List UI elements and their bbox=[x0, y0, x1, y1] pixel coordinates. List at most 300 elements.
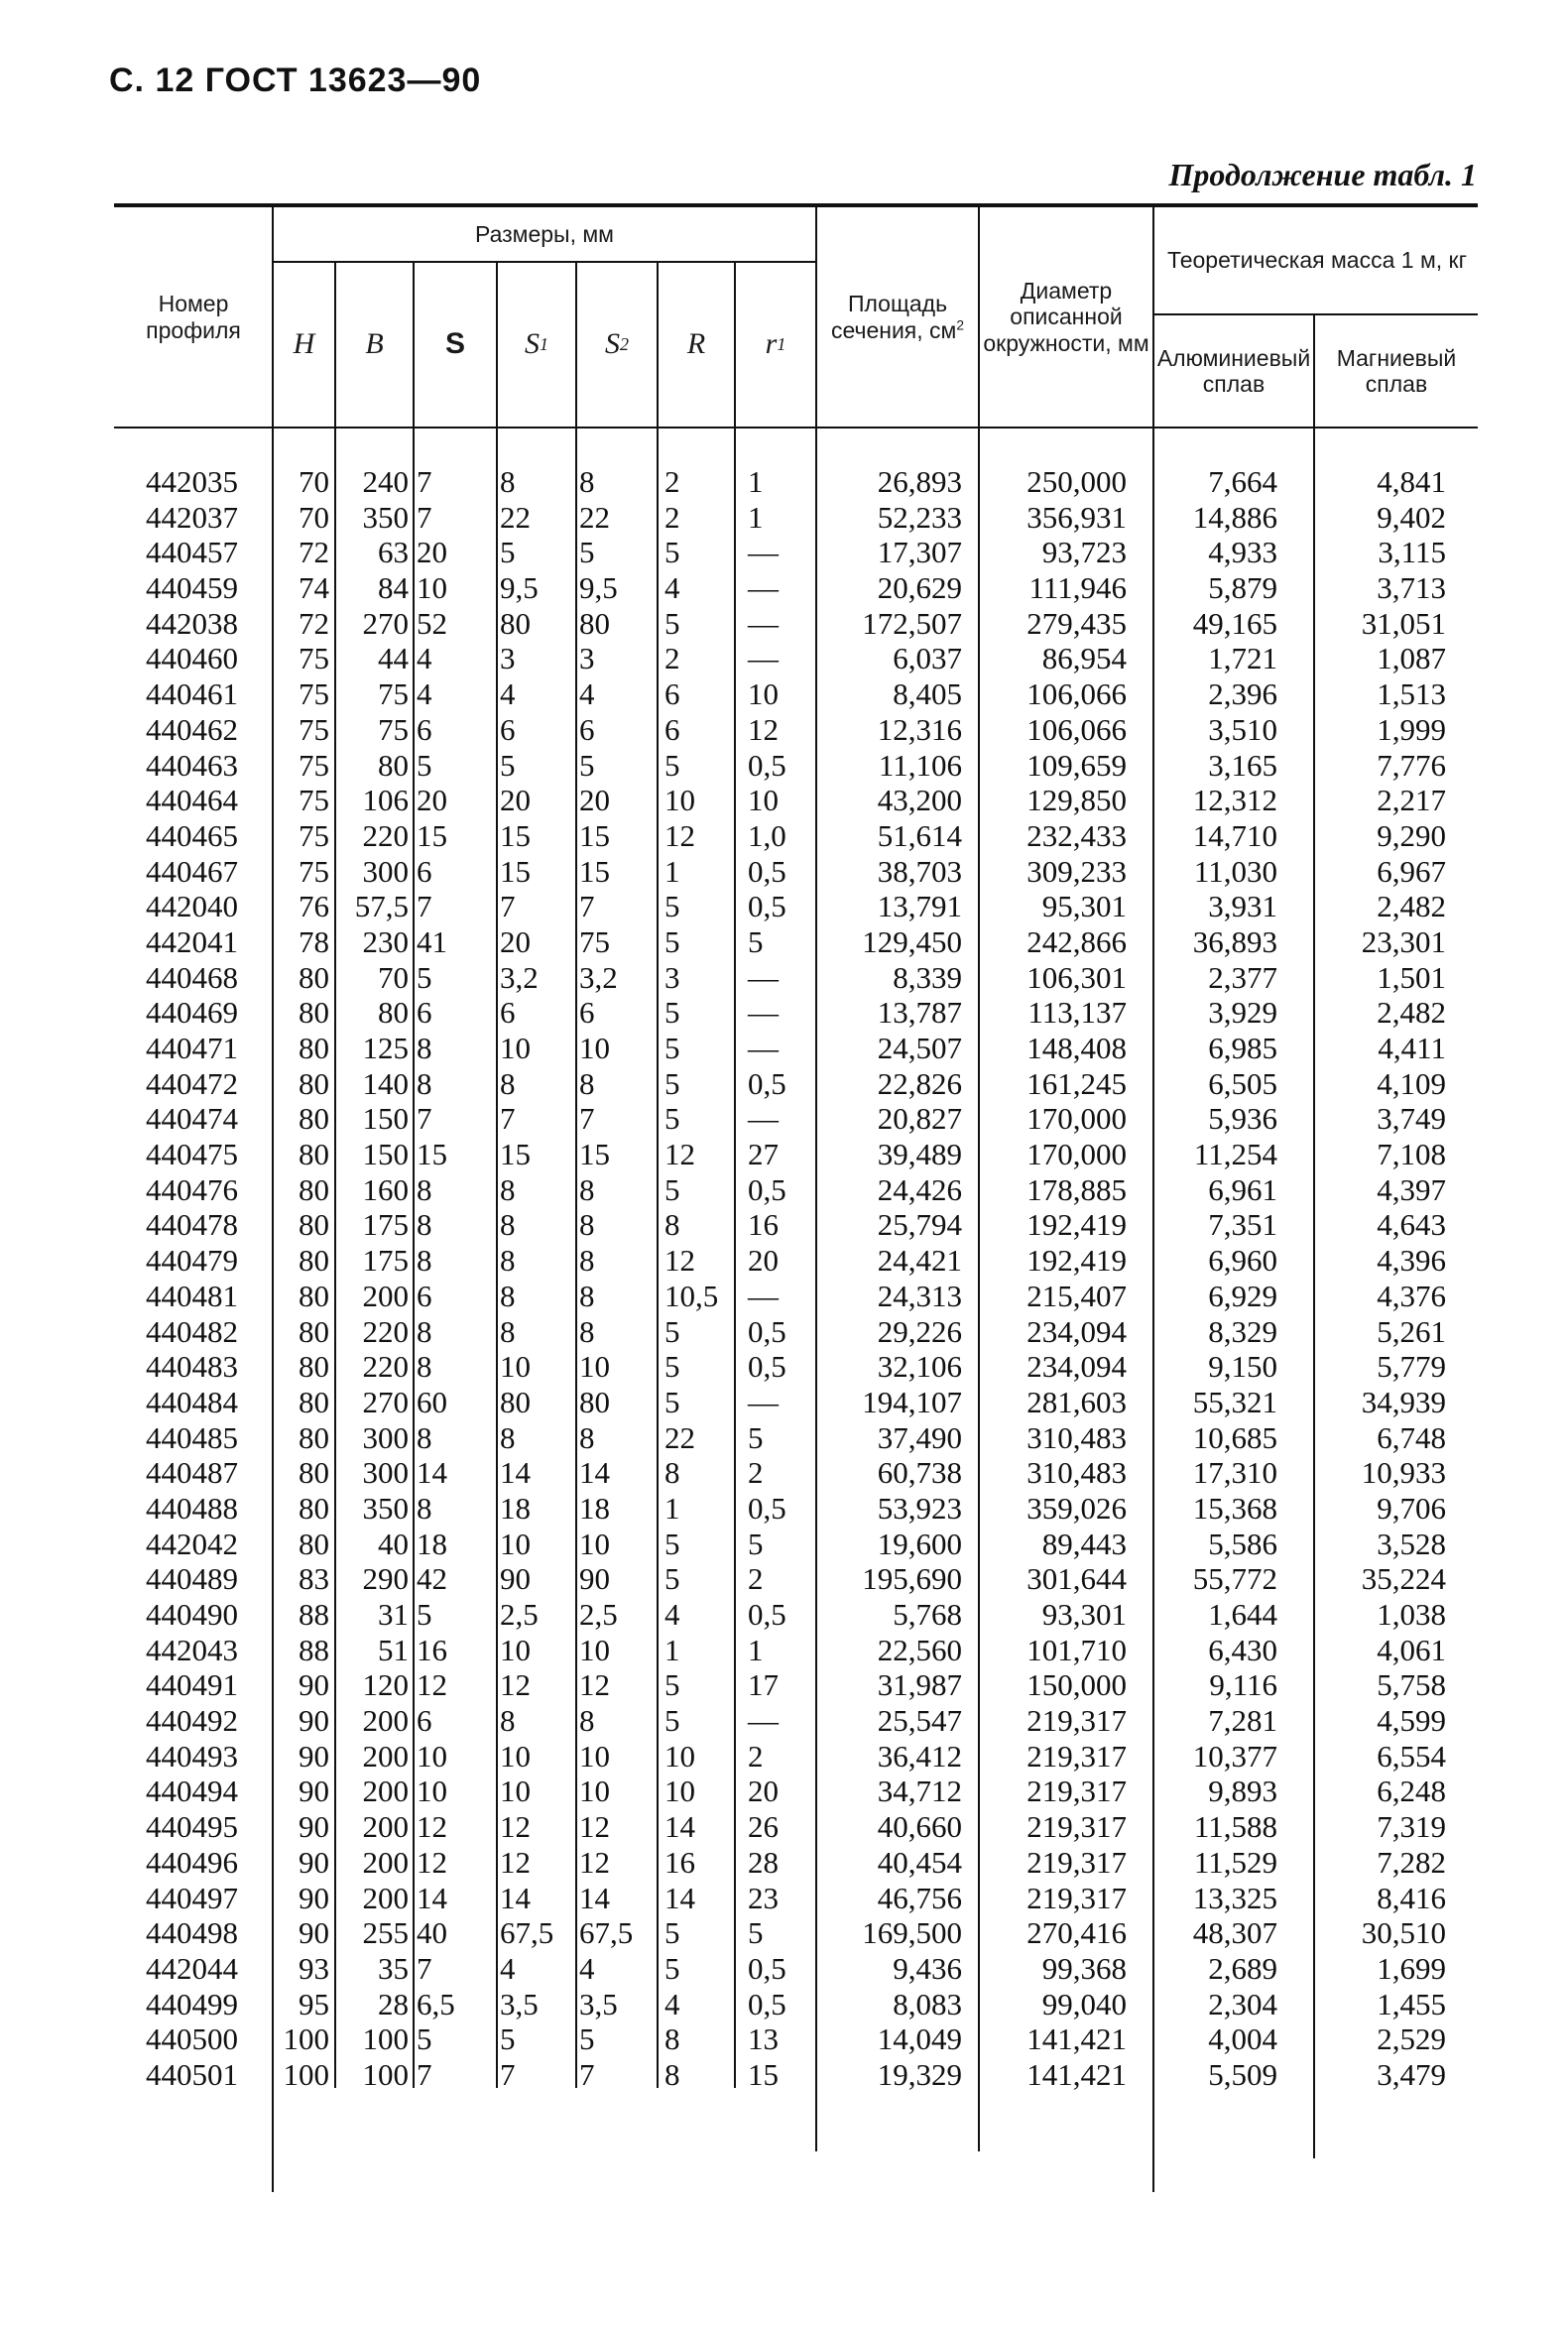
diameter-cell: 270,416 bbox=[1026, 1915, 1127, 1951]
profile-number-cell: 440461 bbox=[146, 676, 238, 712]
magnesium-mass-cell: 7,282 bbox=[1377, 1844, 1446, 1880]
s1-cell: 10 bbox=[500, 1774, 531, 1809]
r-cell: 5 bbox=[664, 1950, 680, 1986]
r1-cell: 1,0 bbox=[748, 817, 786, 853]
s1-cell: 90 bbox=[500, 1561, 531, 1597]
r-cell: 5 bbox=[664, 1526, 680, 1561]
h-cell: 80 bbox=[299, 1065, 329, 1101]
area-cell: 172,507 bbox=[862, 605, 962, 641]
table-row bbox=[0, 1667, 1568, 1703]
s1-cell: 15 bbox=[500, 1137, 531, 1172]
r-cell: 5 bbox=[664, 889, 680, 924]
header-S2-subscript: 2 bbox=[620, 334, 629, 355]
h-cell: 75 bbox=[299, 711, 329, 747]
s-cell: 5 bbox=[417, 959, 432, 995]
magnesium-mass-cell: 4,376 bbox=[1377, 1278, 1446, 1313]
r1-cell: — bbox=[748, 1101, 779, 1137]
header-B: B bbox=[365, 327, 384, 361]
header-dimensions-group: Размеры, мм bbox=[475, 220, 614, 247]
area-cell: 20,629 bbox=[877, 570, 962, 606]
s-cell: 41 bbox=[417, 923, 447, 959]
area-cell: 53,923 bbox=[877, 1490, 962, 1526]
b-cell: 63 bbox=[378, 535, 409, 570]
table-continuation-label: Продолжение табл. 1 bbox=[1168, 157, 1477, 192]
b-cell: 270 bbox=[362, 605, 409, 641]
s-cell: 10 bbox=[417, 1738, 447, 1774]
diameter-cell: 141,421 bbox=[1026, 2021, 1127, 2057]
r1-cell: 27 bbox=[748, 1137, 779, 1172]
b-cell: 240 bbox=[362, 464, 409, 499]
s-cell: 15 bbox=[417, 1137, 447, 1172]
s-cell: 8 bbox=[417, 1207, 432, 1243]
s2-cell: 20 bbox=[579, 783, 610, 818]
area-cell: 9,436 bbox=[893, 1950, 962, 1986]
s2-cell: 15 bbox=[579, 853, 610, 889]
h-cell: 74 bbox=[299, 570, 329, 606]
r1-cell: 10 bbox=[748, 676, 779, 712]
profile-number-cell: 442044 bbox=[146, 1950, 238, 1986]
aluminium-mass-cell: 10,377 bbox=[1192, 1738, 1277, 1774]
profile-number-cell: 440464 bbox=[146, 783, 238, 818]
s1-cell: 8 bbox=[500, 1419, 516, 1455]
r-cell: 5 bbox=[664, 1667, 680, 1703]
r-cell: 5 bbox=[664, 1384, 680, 1419]
header-S2 bbox=[577, 263, 657, 427]
diameter-cell: 93,301 bbox=[1041, 1597, 1127, 1632]
r1-cell: 2 bbox=[748, 1561, 764, 1597]
s1-cell: 8 bbox=[500, 1243, 516, 1279]
profile-number-cell: 440484 bbox=[146, 1384, 238, 1419]
magnesium-mass-cell: 1,513 bbox=[1377, 676, 1446, 712]
b-cell: 140 bbox=[362, 1065, 409, 1101]
b-cell: 75 bbox=[378, 711, 409, 747]
s2-cell: 14 bbox=[579, 1880, 610, 1915]
magnesium-mass-cell: 1,501 bbox=[1377, 959, 1446, 995]
area-cell: 24,507 bbox=[877, 1031, 962, 1065]
area-cell: 43,200 bbox=[877, 783, 962, 818]
diameter-cell: 93,723 bbox=[1041, 535, 1127, 570]
aluminium-mass-cell: 12,312 bbox=[1192, 783, 1277, 818]
profile-number-cell: 440462 bbox=[146, 711, 238, 747]
profile-number-cell: 440501 bbox=[146, 2056, 238, 2092]
aluminium-mass-cell: 1,644 bbox=[1208, 1597, 1277, 1632]
s2-cell: 7 bbox=[579, 1101, 595, 1137]
diameter-cell: 106,301 bbox=[1026, 959, 1127, 995]
area-cell: 26,893 bbox=[877, 464, 962, 499]
magnesium-mass-cell: 6,748 bbox=[1377, 1419, 1446, 1455]
magnesium-mass-cell: 1,455 bbox=[1377, 1986, 1446, 2021]
h-cell: 93 bbox=[299, 1950, 329, 1986]
r-cell: 5 bbox=[664, 1171, 680, 1207]
header-aluminium: Алюминиевый сплав bbox=[1156, 344, 1311, 397]
area-cell: 8,083 bbox=[893, 1986, 962, 2021]
s2-cell: 10 bbox=[579, 1031, 610, 1065]
aluminium-mass-cell: 5,509 bbox=[1208, 2056, 1277, 2092]
r-cell: 12 bbox=[664, 1243, 695, 1279]
s1-cell: 6 bbox=[500, 995, 516, 1031]
s1-cell: 20 bbox=[500, 923, 531, 959]
h-cell: 80 bbox=[299, 1455, 329, 1491]
s-cell: 16 bbox=[417, 1632, 447, 1667]
area-cell: 25,547 bbox=[877, 1703, 962, 1739]
magnesium-mass-cell: 2,482 bbox=[1377, 889, 1446, 924]
s1-cell: 3,2 bbox=[500, 959, 539, 995]
header-S: S bbox=[444, 327, 465, 361]
s1-cell: 7 bbox=[500, 1101, 516, 1137]
r1-cell: 0,5 bbox=[748, 889, 786, 924]
diameter-cell: 234,094 bbox=[1026, 1313, 1127, 1349]
area-cell: 8,339 bbox=[893, 959, 962, 995]
magnesium-mass-cell: 3,528 bbox=[1377, 1526, 1446, 1561]
h-cell: 83 bbox=[299, 1561, 329, 1597]
r-cell: 4 bbox=[664, 570, 680, 606]
area-cell: 22,826 bbox=[877, 1065, 962, 1101]
table-row bbox=[0, 1527, 1568, 1562]
magnesium-mass-cell: 7,108 bbox=[1377, 1137, 1446, 1172]
r-cell: 10,5 bbox=[664, 1278, 719, 1313]
r1-cell: 0,5 bbox=[748, 1349, 786, 1385]
s-cell: 4 bbox=[417, 641, 432, 676]
diameter-cell: 219,317 bbox=[1026, 1880, 1127, 1915]
s-cell: 7 bbox=[417, 1950, 432, 1986]
magnesium-mass-cell: 9,706 bbox=[1377, 1490, 1446, 1526]
table-row bbox=[0, 748, 1568, 784]
header-S1-base: S bbox=[525, 327, 540, 361]
r1-cell: 5 bbox=[748, 923, 764, 959]
diameter-cell: 129,850 bbox=[1026, 783, 1127, 818]
header-r1 bbox=[736, 263, 815, 427]
r1-cell: 1 bbox=[748, 1632, 764, 1667]
s-cell: 8 bbox=[417, 1031, 432, 1065]
table-row bbox=[0, 1987, 1568, 2022]
h-cell: 80 bbox=[299, 1419, 329, 1455]
table-row bbox=[0, 1385, 1568, 1420]
aluminium-mass-cell: 1,721 bbox=[1208, 641, 1277, 676]
r1-cell: 0,5 bbox=[748, 1313, 786, 1349]
profile-number-cell: 440468 bbox=[146, 959, 238, 995]
h-cell: 75 bbox=[299, 641, 329, 676]
aluminium-mass-cell: 3,929 bbox=[1208, 995, 1277, 1031]
b-cell: 75 bbox=[378, 676, 409, 712]
aluminium-mass-cell: 2,304 bbox=[1208, 1986, 1277, 2021]
magnesium-mass-cell: 7,776 bbox=[1377, 747, 1446, 783]
b-cell: 220 bbox=[362, 1313, 409, 1349]
diameter-cell: 101,710 bbox=[1026, 1632, 1127, 1667]
r1-cell: 2 bbox=[748, 1455, 764, 1491]
area-cell: 24,426 bbox=[877, 1171, 962, 1207]
magnesium-mass-cell: 4,411 bbox=[1378, 1031, 1446, 1065]
s-cell: 8 bbox=[417, 1065, 432, 1101]
diameter-cell: 161,245 bbox=[1026, 1065, 1127, 1101]
aluminium-mass-cell: 2,377 bbox=[1208, 959, 1277, 995]
h-cell: 75 bbox=[299, 817, 329, 853]
magnesium-mass-cell: 8,416 bbox=[1377, 1880, 1446, 1915]
r1-cell: 5 bbox=[748, 1915, 764, 1951]
b-cell: 80 bbox=[378, 995, 409, 1031]
b-cell: 290 bbox=[362, 1561, 409, 1597]
aluminium-mass-cell: 6,929 bbox=[1208, 1278, 1277, 1313]
diameter-cell: 219,317 bbox=[1026, 1738, 1127, 1774]
s1-cell: 18 bbox=[500, 1490, 531, 1526]
r-cell: 12 bbox=[664, 1137, 695, 1172]
r1-cell: 0,5 bbox=[748, 1986, 786, 2021]
area-cell: 34,712 bbox=[877, 1774, 962, 1809]
s-cell: 5 bbox=[417, 2021, 432, 2057]
table-row bbox=[0, 1845, 1568, 1881]
s2-cell: 15 bbox=[579, 1137, 610, 1172]
area-cell: 194,107 bbox=[862, 1384, 962, 1419]
magnesium-mass-cell: 2,482 bbox=[1377, 995, 1446, 1031]
diameter-cell: 219,317 bbox=[1026, 1844, 1127, 1880]
diameter-cell: 301,644 bbox=[1026, 1561, 1127, 1597]
s-cell: 6 bbox=[417, 853, 432, 889]
aluminium-mass-cell: 9,893 bbox=[1208, 1774, 1277, 1809]
s1-cell: 5 bbox=[500, 2021, 516, 2057]
table-row bbox=[0, 1101, 1568, 1137]
s2-cell: 12 bbox=[579, 1844, 610, 1880]
r1-cell: — bbox=[748, 1278, 779, 1313]
aluminium-mass-cell: 3,510 bbox=[1208, 711, 1277, 747]
r1-cell: 12 bbox=[748, 711, 779, 747]
diameter-cell: 219,317 bbox=[1026, 1809, 1127, 1845]
diameter-cell: 192,419 bbox=[1026, 1243, 1127, 1279]
magnesium-mass-cell: 30,510 bbox=[1361, 1915, 1446, 1951]
table-row bbox=[0, 924, 1568, 960]
r-cell: 6 bbox=[664, 711, 680, 747]
area-cell: 17,307 bbox=[877, 535, 962, 570]
profile-number-cell: 442042 bbox=[146, 1526, 238, 1561]
b-cell: 51 bbox=[378, 1632, 409, 1667]
s1-cell: 7 bbox=[500, 2056, 516, 2092]
s2-cell: 5 bbox=[579, 2021, 595, 2057]
aluminium-mass-cell: 8,329 bbox=[1208, 1313, 1277, 1349]
s1-cell: 67,5 bbox=[500, 1915, 554, 1951]
r1-cell: 10 bbox=[748, 783, 779, 818]
r1-cell: 0,5 bbox=[748, 853, 786, 889]
s2-cell: 15 bbox=[579, 817, 610, 853]
r1-cell: 0,5 bbox=[748, 1950, 786, 1986]
r1-cell: — bbox=[748, 1703, 779, 1739]
header-profile-number: Номер профиля bbox=[146, 291, 241, 343]
s1-cell: 80 bbox=[500, 605, 531, 641]
table-row bbox=[0, 1137, 1568, 1172]
s1-cell: 9,5 bbox=[500, 570, 539, 606]
s1-cell: 2,5 bbox=[500, 1597, 539, 1632]
r-cell: 5 bbox=[664, 1561, 680, 1597]
s-cell: 5 bbox=[417, 747, 432, 783]
header-S2-base: S bbox=[605, 327, 620, 361]
s-cell: 12 bbox=[417, 1809, 447, 1845]
diameter-cell: 109,659 bbox=[1026, 747, 1127, 783]
table-row bbox=[0, 1915, 1568, 1951]
s2-cell: 8 bbox=[579, 1703, 595, 1739]
aluminium-mass-cell: 11,030 bbox=[1193, 853, 1277, 889]
h-cell: 80 bbox=[299, 1313, 329, 1349]
area-cell: 6,037 bbox=[893, 641, 962, 676]
b-cell: 28 bbox=[378, 1986, 409, 2021]
magnesium-mass-cell: 1,038 bbox=[1377, 1597, 1446, 1632]
s-cell: 8 bbox=[417, 1171, 432, 1207]
area-cell: 5,768 bbox=[893, 1597, 962, 1632]
area-cell: 29,226 bbox=[877, 1313, 962, 1349]
s1-cell: 15 bbox=[500, 817, 531, 853]
s2-cell: 6 bbox=[579, 711, 595, 747]
b-cell: 120 bbox=[362, 1667, 409, 1703]
diameter-cell: 148,408 bbox=[1026, 1031, 1127, 1065]
table-row bbox=[0, 1031, 1568, 1066]
r1-cell: — bbox=[748, 1384, 779, 1419]
aluminium-mass-cell: 17,310 bbox=[1192, 1455, 1277, 1491]
b-cell: 175 bbox=[362, 1243, 409, 1279]
r-cell: 5 bbox=[664, 1031, 680, 1065]
magnesium-mass-cell: 4,643 bbox=[1377, 1207, 1446, 1243]
h-cell: 80 bbox=[299, 1207, 329, 1243]
h-cell: 88 bbox=[299, 1597, 329, 1632]
r1-cell: 17 bbox=[748, 1667, 779, 1703]
s-cell: 40 bbox=[417, 1915, 447, 1951]
header-magnesium: Магниевый сплав bbox=[1336, 344, 1457, 397]
magnesium-mass-cell: 10,933 bbox=[1361, 1455, 1446, 1491]
s2-cell: 9,5 bbox=[579, 570, 618, 606]
diameter-cell: 250,000 bbox=[1026, 464, 1127, 499]
h-cell: 80 bbox=[299, 1384, 329, 1419]
profile-number-cell: 440488 bbox=[146, 1490, 238, 1526]
profile-number-cell: 440475 bbox=[146, 1137, 238, 1172]
r-cell: 5 bbox=[664, 1065, 680, 1101]
r1-cell: 16 bbox=[748, 1207, 779, 1243]
table-row bbox=[0, 1739, 1568, 1774]
aluminium-mass-cell: 7,664 bbox=[1208, 464, 1277, 499]
s1-cell: 10 bbox=[500, 1738, 531, 1774]
b-cell: 200 bbox=[362, 1738, 409, 1774]
s-cell: 8 bbox=[417, 1419, 432, 1455]
h-cell: 90 bbox=[299, 1738, 329, 1774]
s2-cell: 8 bbox=[579, 1171, 595, 1207]
s2-cell: 67,5 bbox=[579, 1915, 634, 1951]
aluminium-mass-cell: 4,933 bbox=[1208, 535, 1277, 570]
h-cell: 80 bbox=[299, 1031, 329, 1065]
magnesium-mass-cell: 23,301 bbox=[1361, 923, 1446, 959]
h-cell: 88 bbox=[299, 1632, 329, 1667]
table-body bbox=[0, 464, 1568, 2093]
header-area bbox=[819, 207, 976, 427]
area-cell: 38,703 bbox=[877, 853, 962, 889]
profile-number-cell: 440469 bbox=[146, 995, 238, 1031]
header-area-superscript: 2 bbox=[956, 316, 965, 332]
diameter-cell: 150,000 bbox=[1026, 1667, 1127, 1703]
r-cell: 2 bbox=[664, 641, 680, 676]
s-cell: 6 bbox=[417, 1703, 432, 1739]
table-row bbox=[0, 606, 1568, 642]
r1-cell: 0,5 bbox=[748, 747, 786, 783]
r-cell: 5 bbox=[664, 535, 680, 570]
diameter-cell: 170,000 bbox=[1026, 1101, 1127, 1137]
aluminium-mass-cell: 14,710 bbox=[1192, 817, 1277, 853]
r-cell: 22 bbox=[664, 1419, 695, 1455]
diameter-cell: 86,954 bbox=[1041, 641, 1127, 676]
aluminium-mass-cell: 9,116 bbox=[1209, 1667, 1277, 1703]
b-cell: 70 bbox=[378, 959, 409, 995]
b-cell: 125 bbox=[362, 1031, 409, 1065]
s1-cell: 10 bbox=[500, 1031, 531, 1065]
table-row bbox=[0, 2057, 1568, 2093]
h-cell: 100 bbox=[283, 2056, 329, 2092]
aluminium-mass-cell: 14,886 bbox=[1192, 499, 1277, 535]
diameter-cell: 359,026 bbox=[1026, 1490, 1127, 1526]
r1-cell: 0,5 bbox=[748, 1597, 786, 1632]
area-cell: 40,454 bbox=[877, 1844, 962, 1880]
table-row bbox=[0, 712, 1568, 748]
table-row bbox=[0, 818, 1568, 854]
s2-cell: 80 bbox=[579, 605, 610, 641]
profile-number-cell: 440492 bbox=[146, 1703, 238, 1739]
h-cell: 80 bbox=[299, 1171, 329, 1207]
r-cell: 8 bbox=[664, 2056, 680, 2092]
h-cell: 80 bbox=[299, 1526, 329, 1561]
table-row bbox=[0, 1314, 1568, 1350]
b-cell: 84 bbox=[378, 570, 409, 606]
diameter-cell: 219,317 bbox=[1026, 1703, 1127, 1739]
profile-number-cell: 440498 bbox=[146, 1915, 238, 1951]
h-cell: 78 bbox=[299, 923, 329, 959]
page-header: С. 12 ГОСТ 13623—90 bbox=[109, 61, 482, 99]
s-cell: 6 bbox=[417, 995, 432, 1031]
s1-cell: 10 bbox=[500, 1632, 531, 1667]
magnesium-mass-cell: 31,051 bbox=[1361, 605, 1446, 641]
h-cell: 80 bbox=[299, 1243, 329, 1279]
area-cell: 40,660 bbox=[877, 1809, 962, 1845]
magnesium-mass-cell: 34,939 bbox=[1361, 1384, 1446, 1419]
header-r1-base: r bbox=[765, 327, 778, 361]
s1-cell: 12 bbox=[500, 1844, 531, 1880]
h-cell: 90 bbox=[299, 1880, 329, 1915]
h-cell: 100 bbox=[283, 2021, 329, 2057]
s2-cell: 8 bbox=[579, 1419, 595, 1455]
table-row bbox=[0, 1633, 1568, 1668]
b-cell: 175 bbox=[362, 1207, 409, 1243]
magnesium-mass-cell: 3,749 bbox=[1377, 1101, 1446, 1137]
profile-number-cell: 442041 bbox=[146, 923, 238, 959]
s2-cell: 12 bbox=[579, 1809, 610, 1845]
area-cell: 22,560 bbox=[877, 1632, 962, 1667]
diameter-cell: 106,066 bbox=[1026, 711, 1127, 747]
b-cell: 200 bbox=[362, 1844, 409, 1880]
area-cell: 39,489 bbox=[877, 1137, 962, 1172]
table-row bbox=[0, 570, 1568, 606]
h-cell: 80 bbox=[299, 1278, 329, 1313]
r1-cell: — bbox=[748, 535, 779, 570]
s2-cell: 2,5 bbox=[579, 1597, 618, 1632]
table-row bbox=[0, 1951, 1568, 1987]
b-cell: 80 bbox=[378, 747, 409, 783]
r-cell: 3 bbox=[664, 959, 680, 995]
r1-cell: 1 bbox=[748, 464, 764, 499]
r1-cell: 5 bbox=[748, 1526, 764, 1561]
magnesium-mass-cell: 6,248 bbox=[1377, 1774, 1446, 1809]
s1-cell: 7 bbox=[500, 889, 516, 924]
aluminium-mass-cell: 7,281 bbox=[1208, 1703, 1277, 1739]
table-row bbox=[0, 2021, 1568, 2057]
b-cell: 35 bbox=[378, 1950, 409, 1986]
area-cell: 13,787 bbox=[877, 995, 962, 1031]
s1-cell: 3 bbox=[500, 641, 516, 676]
r1-cell: 20 bbox=[748, 1243, 779, 1279]
s-cell: 8 bbox=[417, 1490, 432, 1526]
s2-cell: 5 bbox=[579, 747, 595, 783]
diameter-cell: 310,483 bbox=[1026, 1455, 1127, 1491]
table-row bbox=[0, 641, 1568, 676]
r-cell: 5 bbox=[664, 1101, 680, 1137]
